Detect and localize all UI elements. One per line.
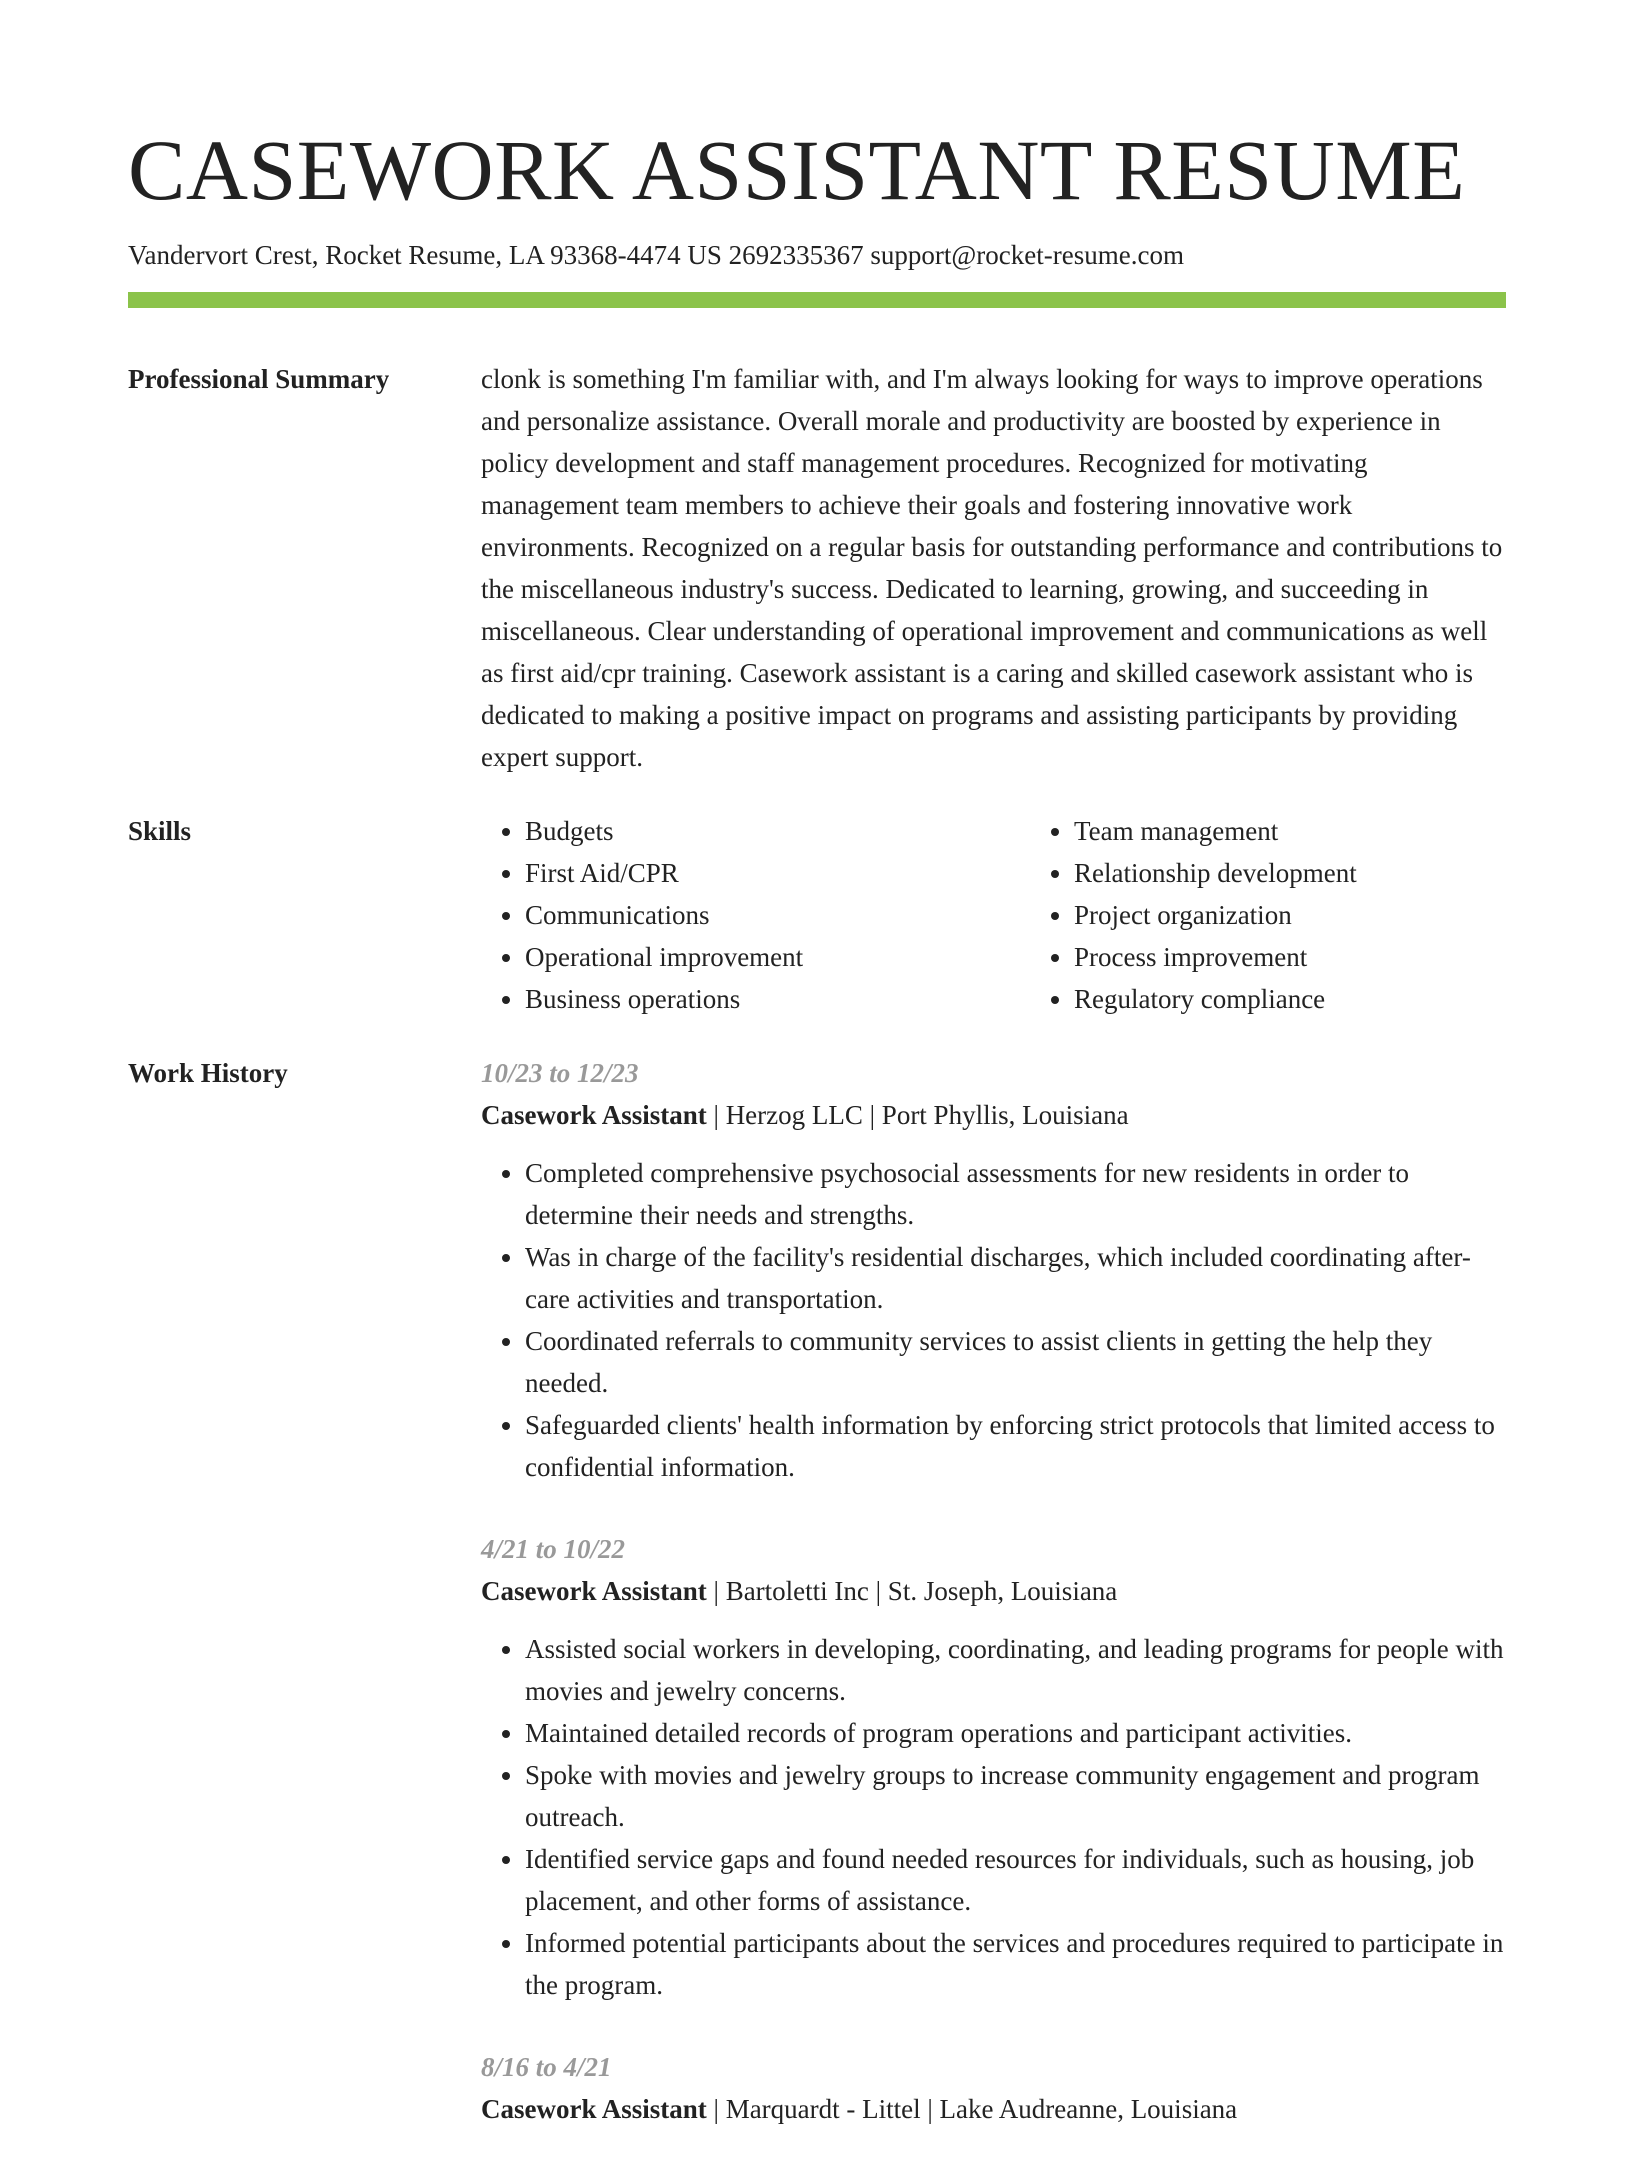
skill-item: • Operational improvement xyxy=(525,936,1030,978)
job-company: Bartoletti Inc xyxy=(725,1576,869,1606)
resume-page xyxy=(128,0,1506,2170)
job-bullet: • Informed potential participants about the services and procedures required to participate in the program. xyxy=(525,1922,1506,2006)
job-bullet: • Assisted social workers in developing, coordinating, and leading programs for people with movies and jewelry concerns. xyxy=(525,1628,1506,1712)
skill-item: • Relationship development xyxy=(1074,852,1579,894)
accent-divider xyxy=(128,292,1506,308)
job-dates: 4/21 to 10/22 xyxy=(481,1534,626,1564)
job-location: Lake Audreanne, Louisiana xyxy=(939,2094,1238,2124)
job-location: Port Phyllis, Louisiana xyxy=(881,1100,1129,1130)
section-heading-summary: Professional Summary xyxy=(128,364,390,394)
job-entry xyxy=(481,2046,1506,2130)
skills-section xyxy=(128,810,1506,1020)
skills-grid xyxy=(481,810,1579,1020)
job-title: Casework Assistant xyxy=(481,1100,707,1130)
section-heading-skills: Skills xyxy=(128,816,192,846)
job-header xyxy=(481,2088,1506,2130)
contact-line: Vandervort Crest, Rocket Resume, LA 93368-4474 US 2692335367 support@rocket-resume.com xyxy=(128,240,1184,270)
job-title: Casework Assistant xyxy=(481,2094,707,2124)
resume-title: CASEWORK ASSISTANT RESUME xyxy=(128,122,1466,218)
skills-column-left xyxy=(481,810,1030,1020)
job-bullet-list xyxy=(481,1152,1506,1488)
job-bullet: • Spoke with movies and jewelry groups to increase community engagement and program outreach. xyxy=(525,1754,1506,1838)
separator: | xyxy=(862,1100,882,1130)
separator: | xyxy=(706,1100,726,1130)
job-company: Marquardt - Littel xyxy=(725,2094,921,2124)
job-dates: 10/23 to 12/23 xyxy=(481,1058,639,1088)
skill-item: • Business operations xyxy=(525,978,1030,1020)
job-bullet: • Maintained detailed records of program operations and participant activities. xyxy=(525,1712,1506,1754)
separator: | xyxy=(920,2094,940,2124)
job-bullet: • Was in charge of the facility's residential discharges, which included coordinating after-care activities and transportation. xyxy=(525,1236,1506,1320)
skill-item: • Budgets xyxy=(525,810,1030,852)
job-entry xyxy=(481,1528,1506,2006)
job-entry xyxy=(481,1052,1506,1488)
work-history-section xyxy=(128,1052,1506,2170)
summary-text: clonk is something I'm familiar with, and I'm always looking for ways to improve operations and personalize assistance. Overall morale and productivity are boosted by experience in policy development and staff management procedures. Recognized for motivating management team members to achieve their goals and fostering innovative work environments. Recognized on a regular basis for outstanding performance and contributions to the miscellaneous industry's success. Dedicated to learning, growing, and succeeding in miscellaneous. Clear understanding of operational improvement and communications as well as first aid/cpr training. Casework assistant is a caring and skilled casework assistant who is dedicated to making a positive impact on programs and assisting participants by providing expert support. xyxy=(481,364,1503,772)
professional-summary-section xyxy=(128,358,1506,778)
separator: | xyxy=(706,2094,726,2124)
job-company: Herzog LLC xyxy=(725,1100,863,1130)
job-dates: 8/16 to 4/21 xyxy=(481,2052,612,2082)
skill-item: • Regulatory compliance xyxy=(1074,978,1579,1020)
job-bullet-list xyxy=(481,1628,1506,2006)
separator: | xyxy=(706,1576,726,1606)
job-bullet: • Identified service gaps and found needed resources for individuals, such as housing, job placement, and other forms of assistance. xyxy=(525,1838,1506,1922)
skill-item: • Communications xyxy=(525,894,1030,936)
job-header xyxy=(481,1570,1506,1612)
skill-item: • First Aid/CPR xyxy=(525,852,1030,894)
job-bullet: • Completed comprehensive psychosocial assessments for new residents in order to determine their needs and strengths. xyxy=(525,1152,1506,1236)
job-title: Casework Assistant xyxy=(481,1576,707,1606)
job-bullet: • Safeguarded clients' health information by enforcing strict protocols that limited access to confidential information. xyxy=(525,1404,1506,1488)
skill-item: • Project organization xyxy=(1074,894,1579,936)
skills-column-right xyxy=(1030,810,1579,1020)
job-location: St. Joseph, Louisiana xyxy=(887,1576,1118,1606)
job-header xyxy=(481,1094,1506,1136)
section-heading-work: Work History xyxy=(128,1058,288,1088)
skill-item: • Process improvement xyxy=(1074,936,1579,978)
job-bullet: • Coordinated referrals to community services to assist clients in getting the help they needed. xyxy=(525,1320,1506,1404)
skill-item: • Team management xyxy=(1074,810,1579,852)
separator: | xyxy=(868,1576,888,1606)
